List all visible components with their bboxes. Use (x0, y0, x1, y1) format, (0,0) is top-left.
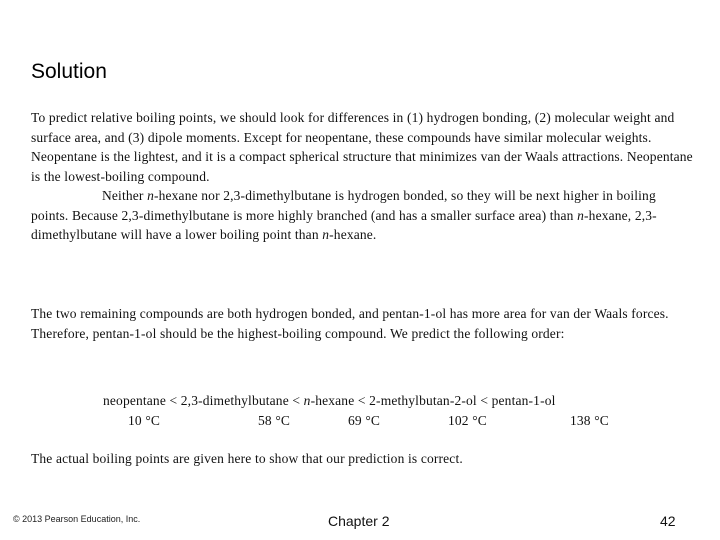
boiling-point-order (103, 391, 663, 431)
footer-chapter: Chapter 2 (328, 513, 390, 529)
temp-neopentane: 10 °C (128, 412, 161, 428)
temp-pentanol: 138 °C (570, 412, 609, 428)
reasoning-sentence-1: To predict relative boiling points, we should look for differences in (1) hydrogen bonding, (2) molecular weight and surface area, and (3) dipole moments. Except for neopentane, these compounds have similar molecular weights. Neopentane is the lightest, and it is a compact spherical structure that minimizes van der Waals attractions. Neopentane is the lowest-boiling compound. (31, 110, 693, 184)
temp-dimethylbutane: 58 °C (258, 412, 291, 428)
italic-n: n (303, 393, 311, 408)
paragraph-conclusion: The actual boiling points are given here to show that our prediction is correct. (31, 451, 463, 466)
reasoning-sentence-2 (31, 186, 696, 245)
footer-copyright: © 2013 Pearson Education, Inc. (13, 514, 141, 524)
italic-n: n (322, 227, 330, 242)
paragraph-hydrogen-bonded: The two remaining compounds are both hydrogen bonded, and pentan-1-ol has more area for van der Waals forces. Therefore, pentan-1-ol should be the highest-boiling compound. We predict the following order: (31, 306, 669, 341)
text-run: -hexane < 2-methylbutan-2-ol < pentan-1-ol (310, 393, 556, 408)
text-run: neopentane < 2,3-dimethylbutane < (103, 393, 304, 408)
italic-n: n (577, 207, 585, 223)
text-run: -hexane, 2,3-dimethylbutane will have a lower boiling point than (31, 207, 657, 242)
order-temperatures (103, 411, 663, 431)
footer-page-number: 42 (660, 513, 676, 529)
text-run: -hexane nor 2,3-dimethylbutane is hydrogen bonded, so they will be next higher in boiling points. Because 2,3-dimethylbutane is more highly branched (and has a smaller surface area) than (31, 188, 656, 223)
order-compounds (103, 391, 663, 411)
slide-title: Solution (31, 60, 107, 83)
text-run: Neither (102, 188, 148, 203)
italic-n: n (147, 188, 154, 203)
paragraph-reasoning (31, 108, 696, 245)
temp-hexane: 69 °C (348, 412, 381, 428)
temp-methylbutanol: 102 °C (448, 412, 487, 428)
text-run: -hexane. (329, 227, 377, 242)
